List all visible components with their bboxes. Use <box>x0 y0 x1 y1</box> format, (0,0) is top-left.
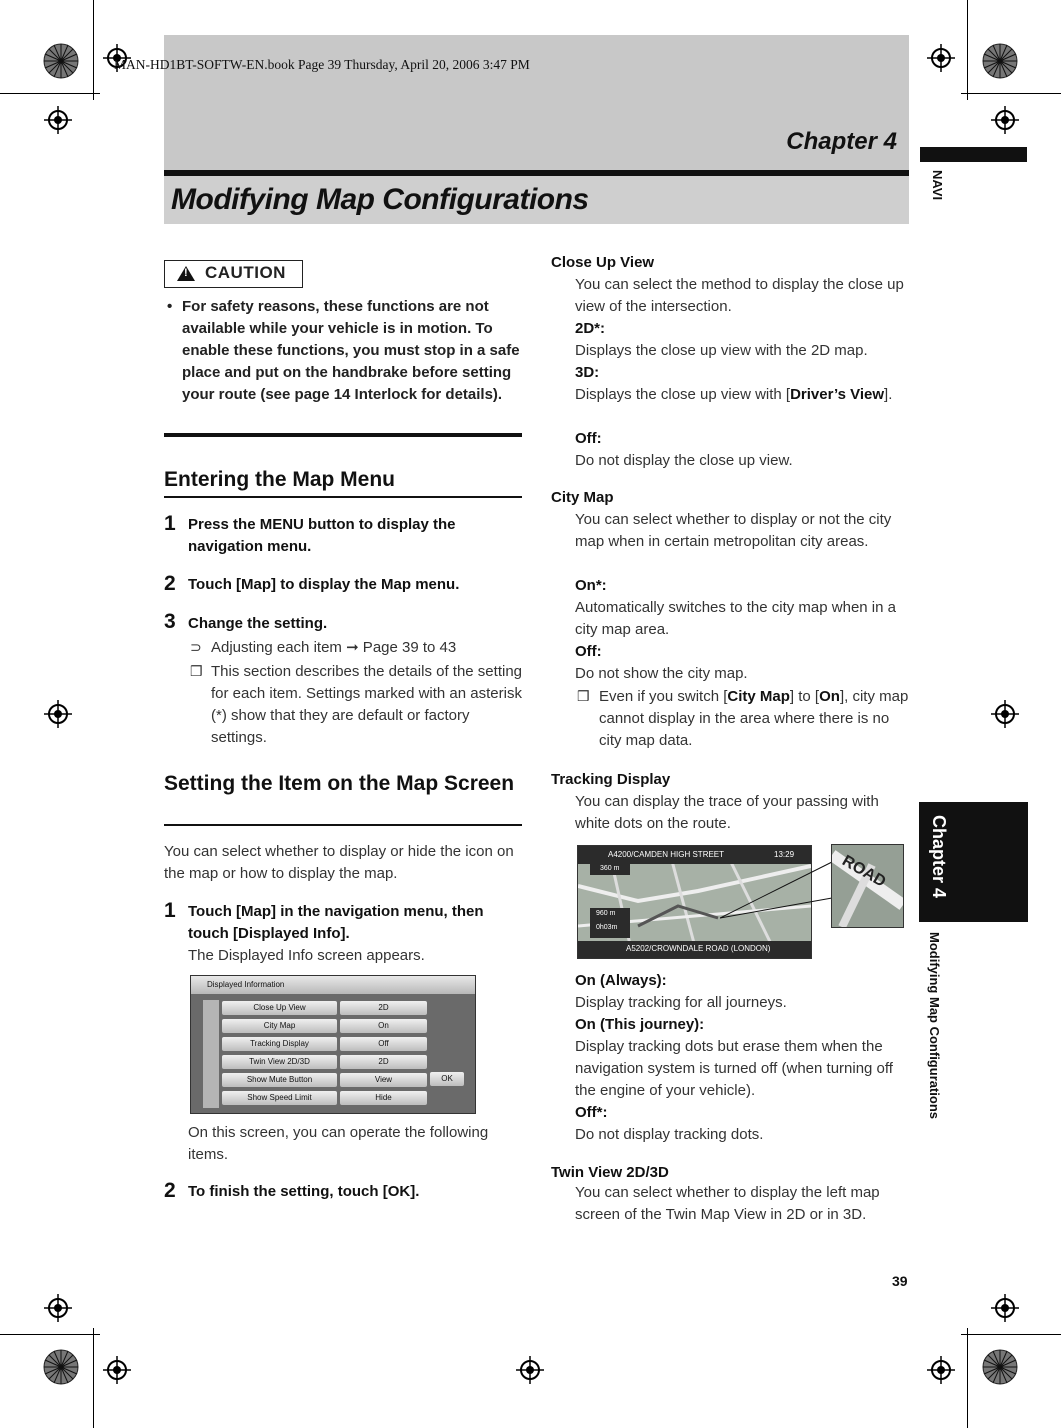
print-star-mark-icon <box>43 43 79 79</box>
tracking-display-heading: Tracking Display <box>551 771 671 788</box>
setting-row[interactable] <box>222 1001 427 1015</box>
print-star-mark-icon <box>982 43 1018 79</box>
crop-line <box>967 1328 968 1428</box>
option-desc: Displays the close up view with the 2D map. <box>575 342 868 359</box>
city-map-note: Even if you switch [City Map] to [On], city map cannot display in the area where there is no city map data. <box>599 688 909 749</box>
zoom-callout-lines <box>720 860 835 920</box>
registration-mark-icon <box>991 700 1019 728</box>
zoom-road-label: ROAD <box>839 852 889 891</box>
registration-mark-icon <box>991 106 1019 134</box>
setting-row[interactable] <box>222 1073 427 1087</box>
caution-text <box>164 296 522 406</box>
option-label: On (This journey): <box>575 1016 705 1033</box>
option-label: 2D*: <box>575 320 606 337</box>
option-desc: Display tracking for all journeys. <box>575 994 787 1011</box>
setting-key: Show Mute Button <box>222 1073 337 1087</box>
crop-line <box>961 93 1061 94</box>
caution-body: For safety reasons, these functions are not available while your vehicle is in motion. To enable these functions, you must stop in a safe place and put on the handbrake before setting your route (see page 14 Interlock for details). <box>182 298 520 403</box>
option-label: Off: <box>575 430 602 447</box>
scrollbar[interactable] <box>203 1000 219 1108</box>
setting-key: City Map <box>222 1019 337 1033</box>
setting-row[interactable] <box>222 1037 427 1051</box>
registration-mark-icon <box>44 700 72 728</box>
step-number: 1 <box>164 512 176 535</box>
setting-value[interactable]: 2D <box>340 1001 427 1015</box>
zoom-map-graphic <box>832 845 903 927</box>
option-desc: Do not display tracking dots. <box>575 1126 764 1143</box>
section-heading-setting-item: Setting the Item on the Map Screen <box>164 772 515 795</box>
twin-view-desc: You can select whether to display the left map screen of the Twin Map View in 2D or in 3D. <box>575 1184 880 1223</box>
option-label: 3D: <box>575 364 600 381</box>
setting-row[interactable] <box>222 1055 427 1069</box>
section-rule <box>164 824 522 826</box>
after-screen-text: On this screen, you can operate the following items. <box>188 1124 489 1163</box>
tracking-zoom-inset <box>831 844 904 928</box>
file-info: MAN-HD1BT-SOFTW-EN.book Page 39 Thursday, April 20, 2006 3:47 PM <box>114 57 530 72</box>
step-number: 2 <box>164 572 176 595</box>
option-desc: Do not display the close up view. <box>575 452 793 469</box>
caution-box: ! CAUTION <box>164 260 303 288</box>
note-text: This section describes the details of the setting for each item. Settings marked with an asterisk (*) show that they are default or factory settings. <box>211 663 523 746</box>
option-label: On*: <box>575 577 607 594</box>
option-desc: Displays the close up view with [Driver’s View]. <box>575 386 893 403</box>
setting-key: Close Up View <box>222 1001 337 1015</box>
city-map-heading: City Map <box>551 489 614 506</box>
setting-value[interactable]: On <box>340 1019 427 1033</box>
page-title: Modifying Map Configurations <box>171 183 589 216</box>
option-desc: Automatically switches to the city map when in a city map area. <box>575 599 896 638</box>
setting-value[interactable]: View <box>340 1073 427 1087</box>
registration-mark-icon <box>991 1294 1019 1322</box>
option-label: On (Always): <box>575 972 667 989</box>
print-star-mark-icon <box>982 1349 1018 1385</box>
caution-label: CAUTION <box>205 263 286 282</box>
step-number: 2 <box>164 1179 176 1202</box>
map-time: 13:29 <box>774 850 795 859</box>
map-distance: 360 m <box>600 865 620 872</box>
map-eta: 0h03m <box>596 924 618 931</box>
navi-tab-bar <box>920 147 1027 162</box>
step-text: Touch [Map] in the navigation menu, then touch [Displayed Info]. <box>188 903 484 942</box>
chapter-tab-label: Chapter 4 <box>929 815 949 899</box>
step-text: Change the setting. <box>188 615 328 632</box>
crop-line <box>0 1334 100 1335</box>
registration-mark-icon <box>927 1356 955 1384</box>
option-label: Off*: <box>575 1104 608 1121</box>
setting-row[interactable] <box>222 1019 427 1033</box>
map-street-label-2: A5202/CROWNDALE ROAD (LONDON) <box>626 944 771 953</box>
twin-view-heading: Twin View 2D/3D <box>551 1164 669 1181</box>
note-icon: ❒ <box>190 663 203 679</box>
section-heading-entering-map-menu: Entering the Map Menu <box>164 468 395 491</box>
step-text: Touch [Map] to display the Map menu. <box>188 576 460 593</box>
setting-key: Tracking Display <box>222 1037 337 1051</box>
step-number: 3 <box>164 610 176 633</box>
section-tab-label: Modifying Map Configurations <box>927 932 942 1120</box>
map-distance-2: 960 m <box>596 910 616 917</box>
setting-key: Show Speed Limit <box>222 1091 337 1105</box>
crop-line <box>967 0 968 100</box>
step-number: 1 <box>164 899 176 922</box>
reference-arrow-icon: ⊃ <box>190 639 202 655</box>
registration-mark-icon <box>927 44 955 72</box>
registration-mark-icon <box>44 1294 72 1322</box>
option-desc: Do not show the city map. <box>575 665 748 682</box>
crop-line <box>961 1334 1061 1335</box>
close-up-view-heading: Close Up View <box>551 254 655 271</box>
reference-text: Adjusting each item ➞ Page 39 to 43 <box>211 639 457 656</box>
option-desc: Display tracking dots but erase them when the navigation system is turned off (when turning off the engine of your vehicle). <box>575 1038 893 1099</box>
crop-line <box>0 93 100 94</box>
registration-mark-icon <box>516 1356 544 1384</box>
setting-value[interactable]: Hide <box>340 1091 427 1105</box>
note-icon: ❒ <box>577 688 590 704</box>
section-intro: You can select whether to display or hide the icon on the map or how to display the map. <box>164 843 514 882</box>
crop-line <box>93 0 94 100</box>
setting-row[interactable] <box>222 1091 427 1105</box>
step-subtext: The Displayed Info screen appears. <box>188 947 425 964</box>
section-rule <box>164 496 522 498</box>
city-map-desc: You can select whether to display or not the city map when in certain metropolitan city areas. <box>575 511 892 550</box>
setting-value[interactable]: 2D <box>340 1055 427 1069</box>
setting-value[interactable]: Off <box>340 1037 427 1051</box>
navi-tab-label: NAVI <box>930 170 945 201</box>
caution-rule <box>164 433 522 437</box>
registration-mark-icon <box>103 1356 131 1384</box>
step-text: Press the MENU button to display the navigation menu. <box>188 516 456 555</box>
registration-mark-icon <box>44 106 72 134</box>
screen-title: Displayed Information <box>191 976 475 994</box>
chapter-label: Chapter 4 <box>786 128 897 155</box>
crop-line <box>93 1328 94 1428</box>
setting-key: Twin View 2D/3D <box>222 1055 337 1069</box>
close-up-view-desc: You can select the method to display the close up view of the intersection. <box>575 276 904 315</box>
step-text: To finish the setting, touch [OK]. <box>188 1183 420 1200</box>
tracking-display-desc: You can display the trace of your passing with white dots on the route. <box>575 793 879 832</box>
ok-button[interactable]: OK <box>430 1072 464 1086</box>
page-number: 39 <box>892 1273 908 1289</box>
option-label: Off: <box>575 643 602 660</box>
map-street-label: A4200/CAMDEN HIGH STREET <box>608 850 725 859</box>
bullet: • <box>167 298 173 315</box>
print-star-mark-icon <box>43 1349 79 1385</box>
displayed-info-screenshot <box>190 975 476 1114</box>
